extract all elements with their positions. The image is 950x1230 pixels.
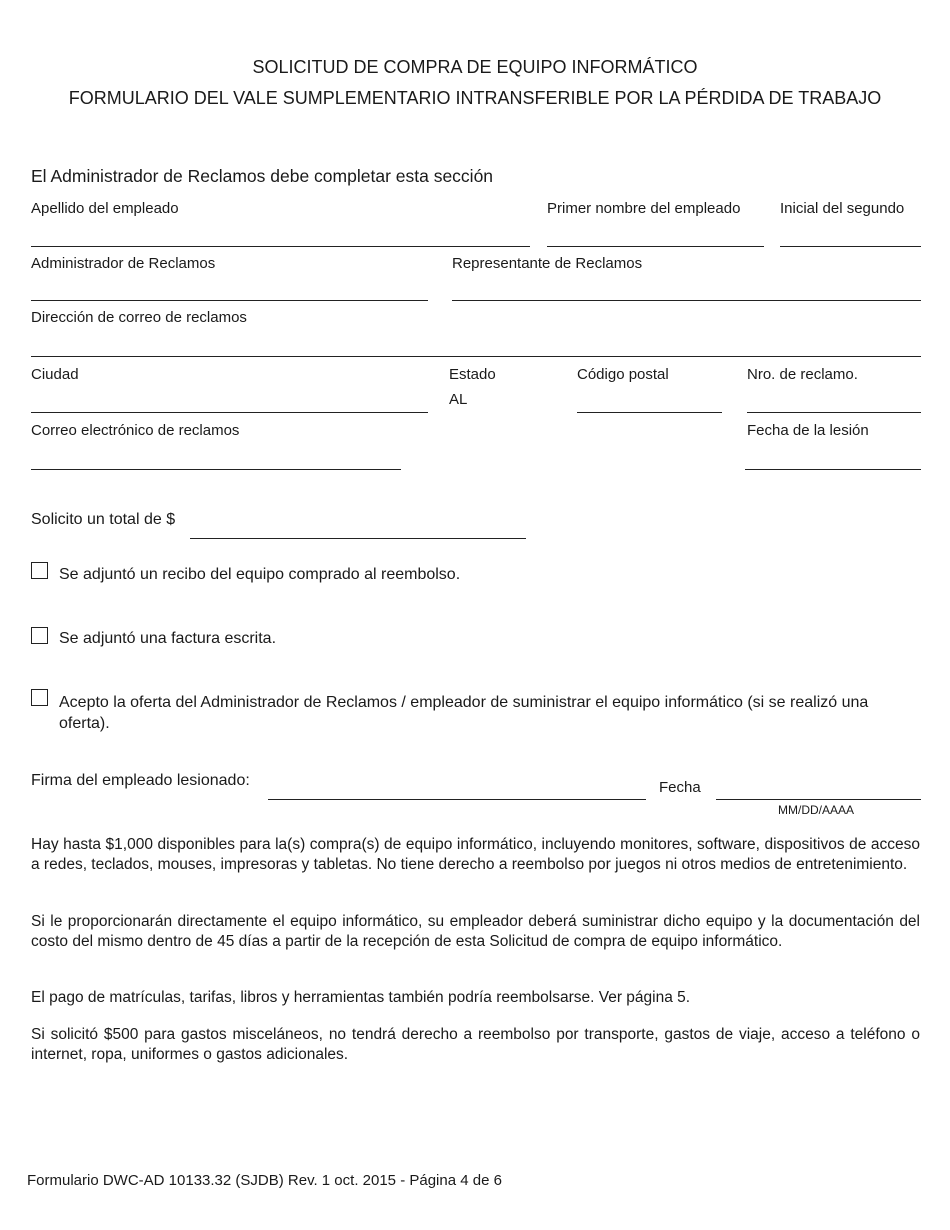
claims-rep-underline xyxy=(452,300,921,301)
form-footer: Formulario DWC-AD 10133.32 (SJDB) Rev. 1 oct. 2015 - Página 4 de 6 xyxy=(27,1172,502,1189)
last-name-field[interactable] xyxy=(31,222,534,246)
injury-date-label: Fecha de la lesión xyxy=(747,422,869,439)
mail-address-label: Dirección de correo de reclamos xyxy=(31,309,247,326)
email-field[interactable] xyxy=(31,446,405,470)
accept-offer-checkbox[interactable] xyxy=(31,689,48,706)
signature-label: Firma del empleado lesionado: xyxy=(31,772,250,789)
injury-date-underline xyxy=(745,469,921,470)
email-label: Correo electrónico de reclamos xyxy=(31,422,240,439)
receipt-checkbox[interactable] xyxy=(31,562,48,579)
state-value: AL xyxy=(449,391,468,408)
signature-date-underline xyxy=(716,799,921,800)
date-format-hint: MM/DD/AAAA xyxy=(778,803,855,817)
invoice-checkbox[interactable] xyxy=(31,627,48,644)
city-field[interactable] xyxy=(31,389,432,413)
first-name-field[interactable] xyxy=(547,222,768,246)
claims-admin-label: Administrador de Reclamos xyxy=(31,255,216,272)
claims-rep-label: Representante de Reclamos xyxy=(452,255,643,272)
zip-underline xyxy=(577,412,722,413)
form-subtitle: FORMULARIO DEL VALE SUMPLEMENTARIO INTRANSFERIBLE POR LA PÉRDIDA DE TRABAJO xyxy=(68,88,882,108)
info-paragraph-4: Si solicitó $500 para gastos misceláneos, no tendrá derecho a reembolso por transporte, gastos de viaje, acceso a teléfono o internet, ropa, uniformes o gastos adicionales. xyxy=(31,1026,920,1063)
claims-admin-underline xyxy=(31,300,428,301)
claim-number-underline xyxy=(747,412,921,413)
info-paragraph-3: El pago de matrículas, tarifas, libros y herramientas también podría reembolsarse. Ver página 5. xyxy=(31,989,691,1006)
middle-initial-field[interactable] xyxy=(780,222,925,246)
info-paragraph-1: Hay hasta $1,000 disponibles para la(s) compra(s) de equipo informático, incluyendo monitores, software, dispositivos de acceso a redes, teclados, mouses, impresoras y tabletas. No tiene derecho a reembolso por juegos ni otros medios de entretenimiento. xyxy=(31,836,920,873)
city-label: Ciudad xyxy=(31,366,79,383)
email-underline xyxy=(31,469,401,470)
info-paragraph-2: Si le proporcionarán directamente el equipo informático, su empleador deberá suministrar dicho equipo y la documentación del costo del mismo dentro de 45 días a partir de la recepción de esta Solicitud de compra de equipo informático. xyxy=(31,913,920,950)
signature-date-field[interactable] xyxy=(716,776,925,800)
first-name-underline xyxy=(547,246,764,247)
receipt-checkbox-label: Se adjuntó un recibo del equipo comprado al reembolso. xyxy=(59,566,461,583)
state-label: Estado xyxy=(449,366,496,383)
signature-underline xyxy=(268,799,646,800)
claims-admin-field[interactable] xyxy=(31,277,432,301)
zip-field[interactable] xyxy=(577,389,726,413)
signature-field[interactable] xyxy=(268,776,650,800)
last-name-label: Apellido del empleado xyxy=(31,200,179,217)
total-request-field[interactable] xyxy=(190,515,530,539)
claim-number-field[interactable] xyxy=(747,389,925,413)
section-heading: El Administrador de Reclamos debe completar esta sección xyxy=(31,166,494,186)
claim-number-label: Nro. de reclamo. xyxy=(747,366,858,383)
zip-label: Código postal xyxy=(577,366,669,383)
first-name-label: Primer nombre del empleado xyxy=(547,200,741,217)
middle-initial-underline xyxy=(780,246,921,247)
accept-offer-checkbox-label: Acepto la oferta del Administrador de Reclamos / empleador de suministrar el equipo informático (si se realizó una oferta). xyxy=(59,694,869,732)
total-request-underline xyxy=(190,538,526,539)
invoice-checkbox-label: Se adjuntó una factura escrita. xyxy=(59,630,277,647)
mail-address-field[interactable] xyxy=(31,333,925,357)
total-request-label: Solicito un total de $ xyxy=(31,511,176,528)
middle-initial-label: Inicial del segundo xyxy=(780,200,905,217)
mail-address-underline xyxy=(31,356,921,357)
injury-date-field[interactable] xyxy=(745,446,925,470)
last-name-underline xyxy=(31,246,530,247)
form-title: SOLICITUD DE COMPRA DE EQUIPO INFORMÁTICO xyxy=(252,57,698,77)
date-label: Fecha xyxy=(659,779,701,796)
city-underline xyxy=(31,412,428,413)
claims-rep-field[interactable] xyxy=(452,277,925,301)
